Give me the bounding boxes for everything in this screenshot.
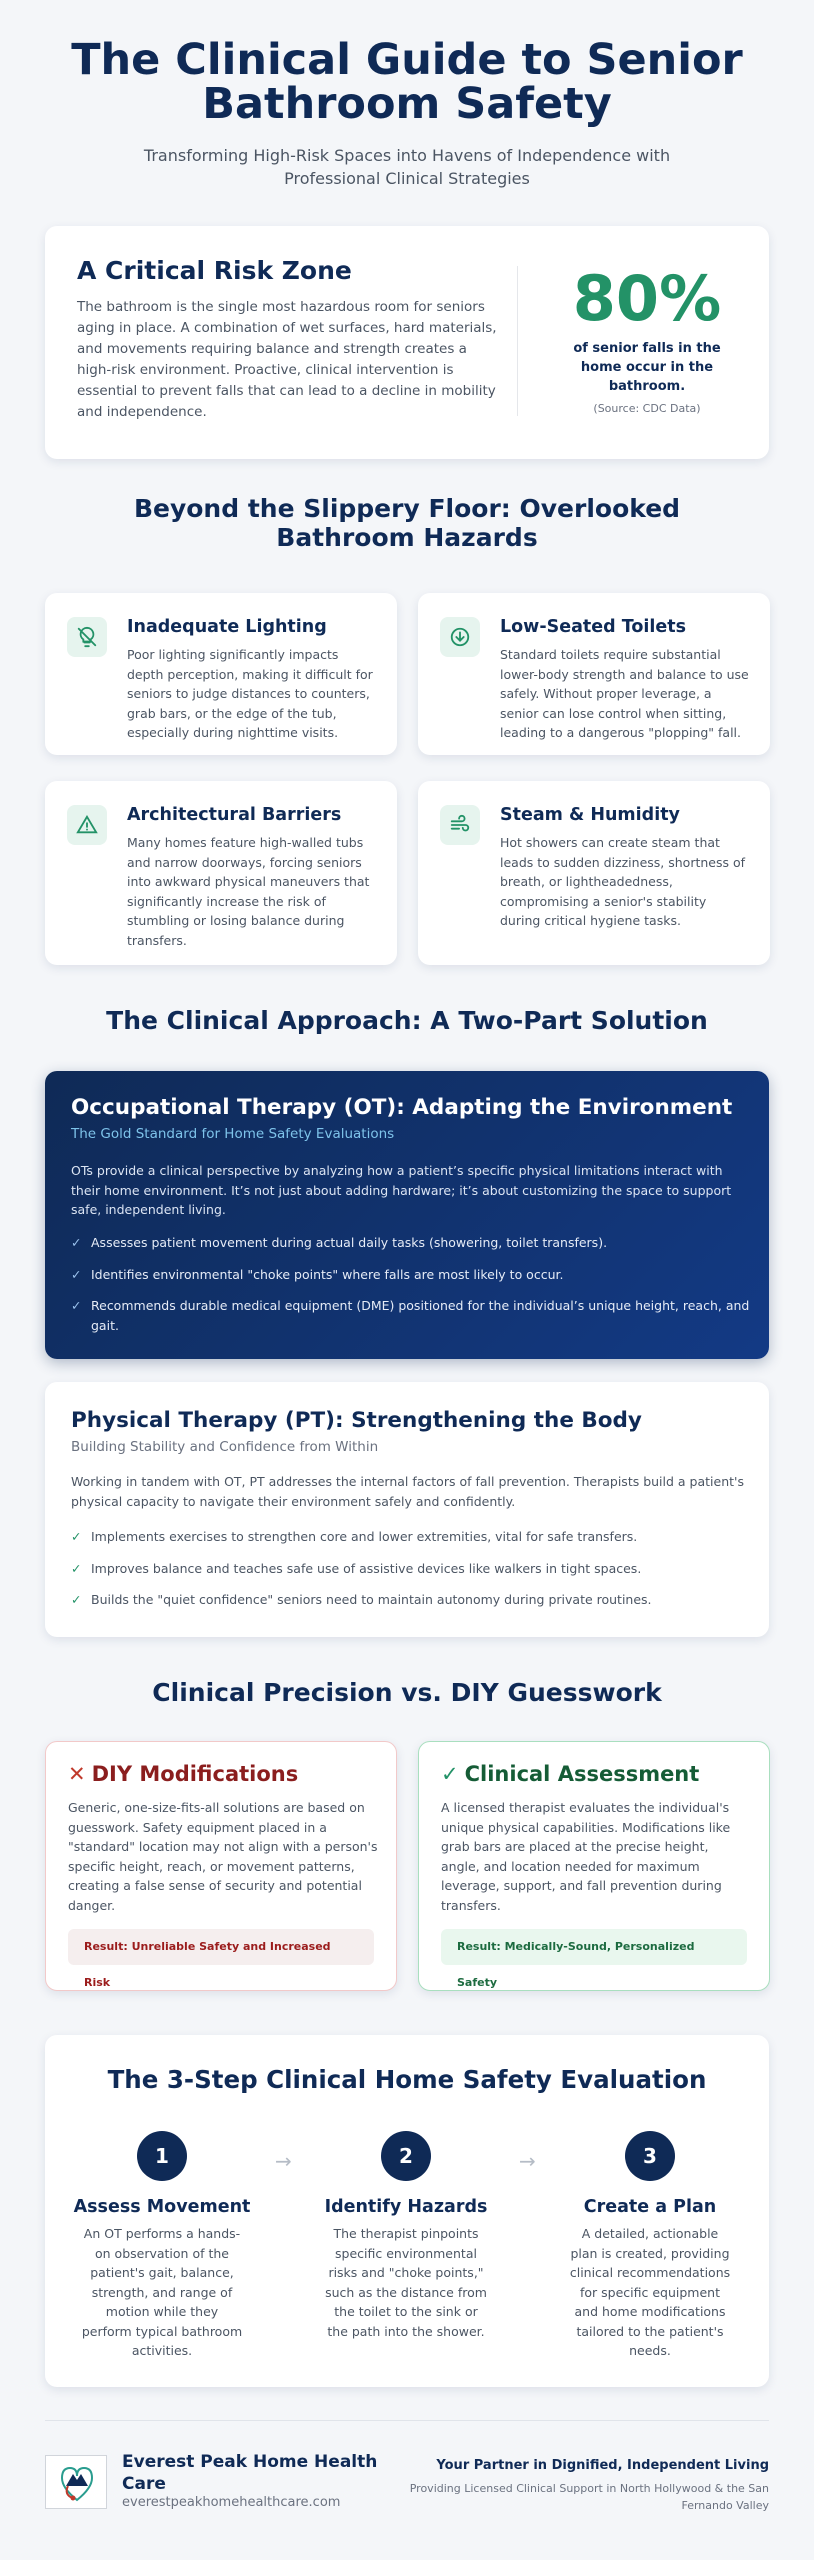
- ot-intro: OTs provide a clinical perspective by analyzing how a patient’s specific physical limitations interact with their home environment. It’s not just about adding hardware; it’s about customizing the space to support safe, independent living.: [71, 1163, 732, 1217]
- chevron-right-icon: →: [275, 2149, 292, 2173]
- lightbulb-off-icon: [67, 617, 107, 657]
- arrow-down-circle-icon: [440, 617, 480, 657]
- step-body: A detailed, actionable plan is created, providing clinical recommendations for specific equipment and home modifications tailored to the patient's needs.: [569, 2226, 731, 2358]
- page-title: The Clinical Guide to Senior Bathroom Safety: [71, 35, 743, 129]
- check-icon: ✓: [441, 1762, 459, 1786]
- clinical-result: Result: Medically-Sound, Personalized Safety: [441, 1929, 747, 1965]
- hazard-card-steam: [418, 781, 770, 965]
- check-icon: ✓: [71, 1235, 82, 1250]
- close-icon: ✕: [68, 1762, 86, 1786]
- step-1: [67, 2131, 257, 2361]
- diy-heading: ✕ DIY Modifications: [68, 1762, 299, 1786]
- hazards-title: Beyond the Slippery Floor: Overlooked Bathroom Hazards: [133, 494, 681, 552]
- step-title: Identify Hazards: [324, 2197, 488, 2217]
- step-title: Assess Movement: [73, 2197, 251, 2217]
- step-number: 2: [381, 2131, 431, 2181]
- footer-service-area: Providing Licensed Clinical Support in North Hollywood & the San Fernando Valley: [409, 2482, 769, 2512]
- hazard-body: Poor lighting significantly impacts depth perception, making it difficult for seniors to judge distances to counters, grab bars, or the edge of the tub, especially during nighttime visits.: [127, 647, 373, 740]
- divider: [517, 266, 518, 416]
- check-icon: ✓: [71, 1529, 82, 1544]
- page-subtitle: Transforming High-Risk Spaces into Havens of Independence with Professional Clinical Strategies: [143, 146, 671, 188]
- ot-card: [45, 1071, 769, 1359]
- step-number: 1: [137, 2131, 187, 2181]
- clinical-heading: ✓ Clinical Assessment: [441, 1762, 700, 1786]
- clinical-card: [418, 1741, 770, 1991]
- pt-bullet-list: [71, 1527, 751, 1622]
- steps-title: The 3-Step Clinical Home Safety Evaluation: [107, 2065, 707, 2094]
- pt-subheading: Building Stability and Confidence from Within: [71, 1439, 379, 1455]
- pt-card: [45, 1382, 769, 1637]
- risk-stat-label: of senior falls in the home occur in the bathroom.: [573, 341, 721, 394]
- risk-stat: 80%: [572, 262, 722, 335]
- hazard-card-barriers: [45, 781, 397, 965]
- hazard-body: Many homes feature high-walled tubs and narrow doorways, forcing seniors into awkward physical maneuvers that significantly increase the risk of stumbling or losing balance during transfers.: [127, 835, 370, 948]
- step-body: The therapist pinpoints specific environmental risks and "choke points," such as the distance from the toilet to the sink or the path into the shower.: [325, 2226, 487, 2339]
- check-icon: ✓: [71, 1298, 82, 1313]
- ot-subheading: The Gold Standard for Home Safety Evaluations: [71, 1126, 395, 1142]
- step-number: 3: [625, 2131, 675, 2181]
- diy-result: Result: Unreliable Safety and Increased Risk: [68, 1929, 374, 1965]
- hazard-title: Low-Seated Toilets: [500, 617, 687, 637]
- check-icon: ✓: [71, 1266, 82, 1282]
- pt-heading: Physical Therapy (PT): Strengthening the Body: [71, 1408, 642, 1433]
- approach-title: The Clinical Approach: A Two-Part Solution: [106, 1006, 708, 1035]
- brand-url[interactable]: everestpeakhomehealthcare.com: [122, 2495, 341, 2510]
- diy-card: [45, 1741, 397, 1991]
- step-title: Create a Plan: [583, 2197, 717, 2217]
- hazard-card-lighting: [45, 593, 397, 755]
- warning-triangle-icon: [67, 805, 107, 845]
- hazard-title: Architectural Barriers: [127, 805, 342, 825]
- risk-card: [45, 226, 769, 459]
- risk-body: The bathroom is the single most hazardous room for seniors aging in place. A combination of wet surfaces, hard materials, and movements requiring balance and strength creates a high-risk environment. Proactive, clinical intervention is essential to prevent falls that can lead to a decline in mobility and independence.: [77, 299, 497, 420]
- diy-body: Generic, one-size-fits-all solutions are based on guesswork. Safety equipment placed in a "standard" location may not align with a person's specific height, reach, or movement patterns, creating a false sense of security and potential danger.: [68, 1800, 378, 1913]
- list-item: ✓ Identifies environmental "choke points" where falls are most likely to occur.: [71, 1265, 751, 1285]
- footer-divider: [45, 2420, 769, 2421]
- compare-title: Clinical Precision vs. DIY Guesswork: [152, 1678, 662, 1707]
- company-logo: [45, 2455, 107, 2509]
- list-item: ✓ Builds the "quiet confidence" seniors need to maintain autonomy during private routines.: [71, 1590, 751, 1610]
- list-item: ✓ Implements exercises to strengthen core and lower extremities, vital for safe transfers.: [71, 1527, 751, 1547]
- clinical-body: A licensed therapist evaluates the individual's unique physical capabilities. Modifications like grab bars are placed at the precise height, angle, and location needed for maximum leverage, support, and fall prevention during transfers.: [441, 1800, 731, 1913]
- hazard-title: Steam & Humidity: [500, 805, 680, 825]
- header: [0, 35, 814, 190]
- hazard-body: Standard toilets require substantial lower-body strength and balance to use safely. Without proper leverage, a senior can lose control when sitting, leading to a dangerous "plopping" fall.: [500, 647, 749, 740]
- footer-tagline: Your Partner in Dignified, Independent Living: [436, 2458, 769, 2473]
- ot-heading: Occupational Therapy (OT): Adapting the Environment: [71, 1095, 733, 1120]
- pt-intro: Working in tandem with OT, PT addresses the internal factors of fall prevention. Therapists build a patient's physical capacity to navigate their environment safely and confidently.: [71, 1474, 744, 1509]
- ot-bullet-list: [71, 1233, 751, 1347]
- steam-wind-icon: [440, 805, 480, 845]
- step-3: [555, 2131, 745, 2361]
- list-item: ✓ Improves balance and teaches safe use of assistive devices like walkers in tight spaces.: [71, 1559, 751, 1579]
- hazard-card-toilets: [418, 593, 770, 755]
- steps-card: [45, 2035, 769, 2387]
- list-item: ✓ Recommends durable medical equipment (DME) positioned for the individual’s unique height, reach, and gait.: [71, 1298, 750, 1333]
- check-icon: ✓: [71, 1592, 82, 1607]
- check-icon: ✓: [71, 1560, 82, 1576]
- brand-name: Everest Peak Home Health Care: [122, 2452, 378, 2494]
- risk-heading: A Critical Risk Zone: [77, 256, 352, 285]
- hazard-title: Inadequate Lighting: [127, 617, 327, 637]
- chevron-right-icon: →: [519, 2149, 536, 2173]
- risk-source: (Source: CDC Data): [593, 402, 701, 415]
- list-item: ✓ Assesses patient movement during actual daily tasks (showering, toilet transfers).: [71, 1233, 751, 1253]
- step-body: An OT performs a hands-on observation of the patient's gait, balance, strength, and range of motion while they perform typical bathroom activities.: [81, 2226, 243, 2358]
- step-2: [311, 2131, 501, 2341]
- hazard-body: Hot showers can create steam that leads to sudden dizziness, shortness of breath, or lightheadedness, compromising a senior's stability during critical hygiene tasks.: [500, 835, 746, 928]
